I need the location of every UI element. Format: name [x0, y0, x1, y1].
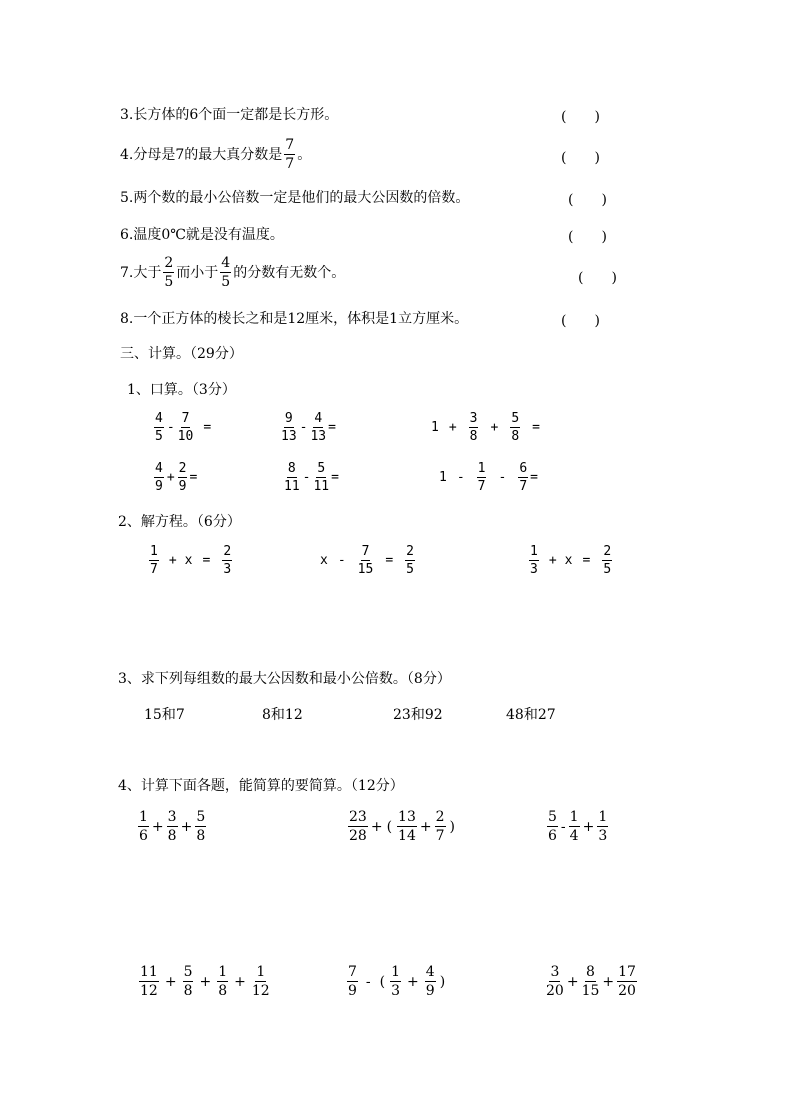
numerator: 1 — [530, 544, 538, 559]
minus-sign: - — [560, 818, 566, 835]
plus-sign: + — [151, 818, 164, 835]
fraction — [154, 412, 164, 443]
fraction — [178, 412, 194, 443]
fraction — [510, 412, 520, 443]
denominator: 8 — [183, 983, 193, 999]
denominator: 3 — [530, 562, 538, 577]
plus-sign: + — [180, 818, 193, 835]
fraction — [546, 965, 564, 998]
simplify-title: 4、计算下面各题，能简算的要简算。（12分） — [118, 778, 404, 794]
denominator: 20 — [618, 983, 636, 999]
denominator: 10 — [177, 429, 194, 444]
denominator: 5 — [155, 429, 163, 444]
numerator: 4 — [155, 411, 163, 426]
numerator: 3 — [469, 411, 478, 426]
minus-sign: - — [302, 470, 311, 485]
fraction — [284, 138, 295, 171]
fraction — [139, 965, 159, 998]
minus-sign: - — [337, 553, 346, 568]
variable-x: x — [320, 553, 328, 568]
numerator: 5 — [196, 809, 206, 825]
judge-item-6: 6.温度0℃就是没有温度。 — [120, 227, 284, 243]
left-paren: ( — [379, 973, 386, 990]
denominator: 8 — [218, 983, 228, 999]
numerator: 2 — [406, 544, 414, 559]
oral-expr-6 — [439, 462, 538, 493]
fraction — [425, 965, 436, 998]
numerator: 2 — [164, 255, 174, 271]
plus-sign: + — [164, 973, 177, 990]
equals-sign: = — [530, 470, 538, 485]
fraction — [617, 965, 637, 998]
judge-item-8: 8.一个正方体的棱长之和是12厘米，体积是1立方厘米。 — [120, 311, 469, 327]
equation-3 — [527, 545, 614, 576]
number-one: 1 — [439, 470, 447, 485]
fraction — [477, 462, 487, 493]
number-pair: 23和92 — [393, 707, 443, 723]
numerator: 13 — [398, 809, 416, 825]
right-paren: ) — [449, 818, 455, 835]
denominator: 6 — [139, 828, 148, 844]
fraction — [220, 256, 231, 289]
fraction — [390, 965, 401, 998]
fraction — [469, 412, 479, 443]
fraction — [195, 810, 206, 843]
numerator: 4 — [221, 255, 231, 271]
number-pair: 15和7 — [144, 707, 185, 723]
denominator: 9 — [425, 983, 435, 999]
variable-x: x — [184, 553, 193, 568]
denominator: 14 — [398, 828, 416, 844]
answer-paren-8[interactable]: ( ) — [561, 313, 600, 329]
equals-sign: = — [385, 553, 394, 568]
fraction — [518, 462, 528, 493]
equals-sign: = — [331, 470, 339, 485]
denominator: 28 — [349, 828, 367, 844]
minus-sign: - — [365, 973, 371, 990]
plus-sign: + — [448, 420, 457, 435]
answer-paren-7[interactable]: ( ) — [578, 270, 617, 286]
denominator: 13 — [310, 429, 327, 444]
numerator: 1 — [256, 964, 266, 980]
denominator: 5 — [164, 274, 174, 290]
fraction — [154, 462, 164, 493]
fraction — [597, 810, 608, 843]
fraction — [281, 412, 297, 443]
numerator: 1 — [391, 964, 401, 980]
equals-sign: = — [328, 420, 336, 435]
minus-sign: - — [166, 420, 175, 435]
fraction — [222, 545, 232, 576]
fraction — [529, 545, 539, 576]
numerator: 4 — [314, 411, 323, 426]
oral-title: 1、口算。（3分） — [127, 382, 236, 398]
plus-sign: + — [370, 818, 383, 835]
denominator: 15 — [581, 983, 600, 999]
minus-sign: - — [498, 470, 507, 485]
numerator: 2 — [223, 544, 232, 559]
numerator: 5 — [548, 809, 557, 825]
judge-item-4-post: 。 — [297, 146, 312, 163]
fraction — [149, 545, 159, 576]
fraction — [163, 256, 174, 289]
denominator: 11 — [313, 479, 330, 494]
number-pair: 8和12 — [262, 707, 303, 723]
numerator: 5 — [183, 964, 193, 980]
equals-sign: = — [189, 470, 198, 485]
numerator: 9 — [284, 411, 293, 426]
fraction — [284, 462, 300, 493]
numerator: 7 — [348, 964, 357, 980]
plus-sign: + — [199, 973, 212, 990]
oral-expr-5 — [282, 462, 339, 493]
numerator: 3 — [167, 809, 177, 825]
numerator: 4 — [425, 964, 435, 980]
numerator: 6 — [519, 461, 528, 476]
oral-expr-1 — [152, 412, 215, 443]
fraction — [138, 810, 149, 843]
denominator: 7 — [519, 479, 528, 494]
gcd-title: 3、求下列每组数的最大公因数和最小公倍数。（8分） — [118, 671, 451, 687]
equation-1 — [147, 545, 234, 576]
denominator: 13 — [281, 429, 297, 444]
denominator: 7 — [285, 156, 295, 172]
numerator: 2 — [178, 461, 187, 476]
fraction — [347, 965, 358, 998]
simplify-expr-3 — [545, 810, 610, 843]
denominator: 3 — [391, 983, 401, 999]
simplify-expr-6 — [544, 965, 639, 998]
denominator: 3 — [598, 828, 608, 844]
simplify-expr-2 — [346, 810, 457, 843]
plus-sign: + — [234, 973, 246, 990]
variable-x: x — [564, 553, 573, 568]
numerator: 23 — [349, 809, 367, 825]
numerator: 11 — [140, 964, 158, 980]
fraction — [569, 810, 580, 843]
denominator: 4 — [569, 828, 579, 844]
numerator: 1 — [598, 809, 608, 825]
fraction — [435, 810, 446, 843]
plus-sign: + — [566, 973, 579, 990]
numerator: 8 — [586, 964, 595, 980]
numerator: 1 — [218, 964, 228, 980]
judge-item-3: 3.长方体的6个面一定都是长方形。 — [120, 107, 339, 123]
numerator: 1 — [569, 809, 579, 825]
denominator: 20 — [546, 983, 564, 999]
judge-item-4 — [120, 138, 311, 171]
minus-sign: - — [299, 420, 308, 435]
denominator: 5 — [406, 562, 414, 577]
simplify-expr-4 — [137, 965, 272, 998]
denominator: 8 — [511, 429, 520, 444]
fraction — [183, 965, 194, 998]
equation-2 — [320, 545, 417, 576]
denominator: 8 — [167, 828, 177, 844]
numerator: 1 — [150, 544, 158, 559]
numerator: 1 — [139, 809, 148, 825]
number-one: 1 — [431, 420, 439, 435]
oral-expr-2 — [279, 412, 336, 443]
judge-item-7 — [120, 256, 345, 289]
denominator: 7 — [477, 479, 486, 494]
numerator: 3 — [550, 964, 560, 980]
numerator: 5 — [511, 411, 520, 426]
numerator: 2 — [603, 544, 612, 559]
plus-sign: + — [582, 818, 595, 835]
minus-sign: - — [456, 470, 465, 485]
equals-sign: = — [203, 420, 212, 435]
fraction — [167, 810, 178, 843]
judge-item-7-post: 的分数有无数个。 — [233, 264, 346, 281]
equations-title: 2、解方程。（6分） — [118, 514, 241, 530]
denominator: 12 — [251, 983, 270, 999]
answer-paren-6[interactable]: ( ) — [568, 229, 607, 245]
judge-item-7-mid: 而小于 — [176, 264, 219, 281]
plus-sign: + — [602, 973, 615, 990]
simplify-expr-5 — [345, 965, 447, 998]
denominator: 8 — [469, 429, 478, 444]
denominator: 5 — [603, 562, 612, 577]
left-paren: ( — [386, 818, 393, 835]
numerator: 4 — [155, 461, 163, 476]
denominator: 6 — [548, 828, 557, 844]
oral-expr-3 — [431, 412, 544, 443]
fraction — [547, 810, 558, 843]
number-pair: 48和27 — [506, 707, 556, 723]
right-paren: ) — [439, 973, 446, 990]
fraction — [313, 462, 329, 493]
denominator: 7 — [435, 828, 445, 844]
fraction — [582, 965, 600, 998]
simplify-expr-1 — [136, 810, 208, 843]
numerator: 17 — [618, 964, 636, 980]
judge-item-4-pre: 4.分母是7的最大真分数是 — [120, 146, 283, 163]
fraction — [348, 810, 368, 843]
equals-sign: = — [202, 553, 211, 568]
denominator: 8 — [196, 828, 206, 844]
fraction — [252, 965, 270, 998]
answer-paren-4[interactable]: ( ) — [561, 150, 600, 166]
fraction — [602, 545, 612, 576]
equals-sign: = — [532, 420, 540, 435]
oral-expr-4 — [152, 462, 197, 493]
fraction — [178, 462, 188, 493]
plus-sign: + — [490, 420, 499, 435]
plus-sign: + — [419, 818, 432, 835]
plus-sign: + — [548, 553, 557, 568]
plus-sign: + — [168, 553, 177, 568]
fraction — [397, 810, 417, 843]
denominator: 11 — [284, 479, 300, 494]
judge-item-7-pre: 7.大于 — [120, 264, 162, 281]
numerator: 8 — [287, 461, 296, 476]
denominator: 12 — [140, 983, 158, 999]
plus-sign: + — [407, 973, 419, 990]
fraction — [217, 965, 228, 998]
numerator: 7 — [361, 544, 370, 559]
judge-item-5: 5.两个数的最小公倍数一定是他们的最大公因数的倍数。 — [120, 190, 470, 206]
denominator: 9 — [155, 479, 163, 494]
plus-sign: + — [166, 470, 175, 485]
numerator: 7 — [181, 411, 190, 426]
fraction — [310, 412, 326, 443]
section-title: 三、计算。（29分） — [120, 346, 243, 362]
numerator: 1 — [477, 461, 486, 476]
numerator: 5 — [317, 461, 326, 476]
denominator: 7 — [150, 562, 158, 577]
denominator: 5 — [221, 274, 231, 290]
numerator: 2 — [435, 809, 445, 825]
answer-paren-3[interactable]: ( ) — [561, 109, 600, 125]
equals-sign: = — [582, 553, 591, 568]
denominator: 9 — [178, 479, 187, 494]
fraction — [358, 545, 374, 576]
denominator: 9 — [348, 983, 357, 999]
denominator: 3 — [223, 562, 232, 577]
denominator: 15 — [357, 562, 374, 577]
fraction — [405, 545, 415, 576]
numerator: 7 — [285, 137, 295, 153]
answer-paren-5[interactable]: ( ) — [568, 192, 607, 208]
